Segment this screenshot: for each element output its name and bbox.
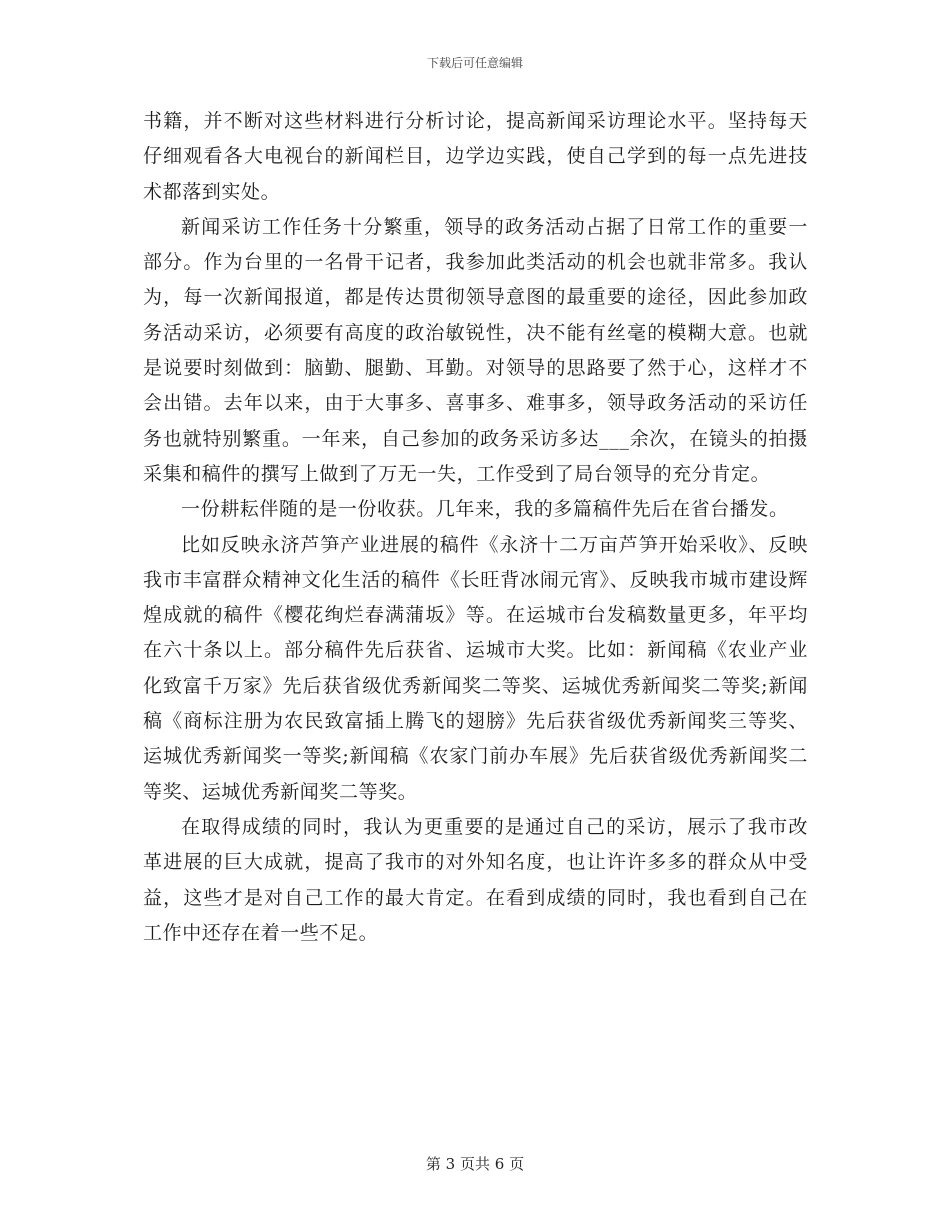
paragraph-continuation: 书籍，并不断对这些材料进行分析讨论，提高新闻采访理论水平。坚持每天仔细观看各大电视台的新闻栏目，边学边实践，使自己学到的每一点先进技术都落到实处。 <box>143 110 808 203</box>
paragraph-achievements: 在取得成绩的同时，我认为更重要的是通过自己的采访，展示了我市改革进展的巨大成就，提高了我市的对外知名度，也让许许多多的群众从中受益，这些才是对自己工作的最大肯定。在看到成绩的同时，我也看到自己在工作中还存在着一些不足。 <box>143 815 808 944</box>
paragraph-awards: 比如反映永济芦笋产业进展的稿件《永济十二万亩芦笋开始采收》、反映我市丰富群众精神文化生活的稿件《长旺背冰闹元宵》、反映我市城市建设辉煌成就的稿件《樱花绚烂春满蒲坂》等。在运城市台发稿数量更多，年平均在六十条以上。部分稿件先后获省、运城市大奖。比如：新闻稿《农业产业化致富千万家》先后获省级优秀新闻奖二等奖、运城优秀新闻奖二等奖;新闻稿《商标注册为农民致富插上腾飞的翅膀》先后获省级优秀新闻奖三等奖、运城优秀新闻奖一等奖;新闻稿《农家门前办车展》先后获省级优秀新闻奖二等奖、运城优秀新闻奖二等奖。 <box>143 533 808 803</box>
page-number-footer: 第 3 页共 6 页 <box>425 1155 525 1173</box>
header-note: 下载后可任意编辑 <box>426 56 523 70</box>
paragraph-harvest: 一份耕耘伴随的是一份收获。几年来，我的多篇稿件先后在省台播发。 <box>181 498 789 521</box>
document-body <box>143 104 808 951</box>
paragraph-political-coverage: 新闻采访工作任务十分繁重，领导的政务活动占据了日常工作的重要一部分。作为台里的一名骨干记者，我参加此类活动的机会也就非常多。我认为，每一次新闻报道，都是传达贯彻领导意图的最重要的途径，因此参加政务活动采访，必须要有高度的政治敏锐性，决不能有丝毫的模糊大意。也就是说要时刻做到：脑勤、腿勤、耳勤。对领导的思路要了然于心，这样才不会出错。去年以来，由于大事多、喜事多、难事多，领导政务活动的采访任务也就特别繁重。一年来，自己参加的政务采访多达___余次，在镜头的拍摄采集和稿件的撰写上做到了万无一失，工作受到了局台领导的充分肯定。 <box>143 215 808 485</box>
